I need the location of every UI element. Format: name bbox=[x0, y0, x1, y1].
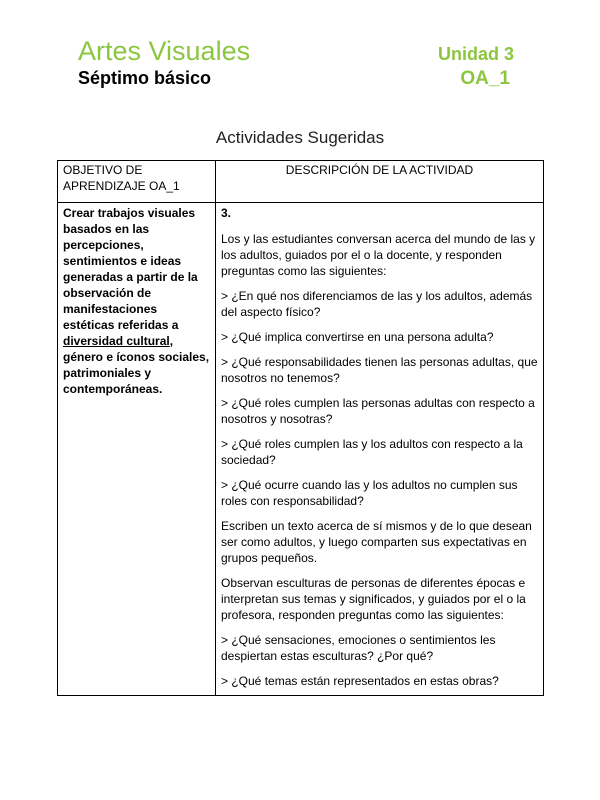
activity-table bbox=[57, 160, 544, 696]
description-paragraph: > ¿Qué ocurre cuando las y los adultos no cumplen sus roles con responsabilidad? bbox=[221, 478, 518, 508]
objective-cell bbox=[58, 203, 216, 696]
activity-number: 3. bbox=[221, 206, 232, 220]
description-paragraph: > ¿Qué roles cumplen las y los adultos con respecto a la sociedad? bbox=[221, 437, 523, 467]
oa-label: OA_1 bbox=[460, 68, 510, 89]
description-paragraph: > ¿Qué sensaciones, emociones o sentimientos les despiertan estas esculturas? ¿Por qué? bbox=[221, 633, 496, 663]
description-paragraph: Escriben un texto acerca de sí mismos y de lo que desean ser como adultos, y luego comparten sus expectativas en grupos pequeños. bbox=[221, 519, 532, 565]
header-bottom-row bbox=[78, 67, 518, 90]
description-paragraph: > ¿Qué temas están representados en estas obras? bbox=[221, 674, 499, 688]
page-header bbox=[78, 36, 518, 90]
description-column-header: DESCRIPCIÓN DE LA ACTIVIDAD bbox=[216, 161, 544, 203]
description-paragraph: Los y las estudiantes conversan acerca del mundo de las y los adultos, guiados por el o la docente, y responden preguntas como las siguientes: bbox=[221, 232, 536, 278]
table-row bbox=[58, 203, 544, 696]
objective-text: Crear trabajos visuales basados en las percepciones, sentimientos e ideas generadas a partir de la observación de manifestaciones estéticas referidas a bbox=[63, 206, 198, 332]
grade-label: Séptimo básico bbox=[78, 68, 212, 88]
table-header-row bbox=[58, 161, 544, 203]
description-paragraph: > ¿Qué roles cumplen las personas adultas con respecto a nosotros y nosotras? bbox=[221, 396, 535, 426]
description-paragraph: Observan esculturas de personas de diferentes épocas e interpretan sus temas y significados, y guiados por el o la profesora, responden preguntas como las siguientes: bbox=[221, 576, 526, 622]
unit-label: Unidad 3 bbox=[437, 44, 514, 64]
objective-underlined-text: diversidad cultural bbox=[63, 334, 170, 348]
description-paragraph: > ¿Qué responsabilidades tienen las personas adultas, que nosotros no tenemos? bbox=[221, 355, 538, 385]
description-paragraph: > ¿Qué implica convertirse en una persona adulta? bbox=[221, 330, 494, 344]
description-cell bbox=[216, 203, 544, 696]
header-top-row bbox=[78, 36, 518, 67]
objective-column-header: OBJETIVO DE APRENDIZAJE OA_1 bbox=[58, 161, 216, 203]
objective-text-end: , género e íconos sociales, patrimoniales y contemporáneas. bbox=[63, 334, 210, 396]
section-title: Actividades Sugeridas bbox=[215, 128, 385, 147]
description-paragraph: > ¿En qué nos diferenciamos de las y los adultos, además del aspecto físico? bbox=[221, 289, 533, 319]
subject-title: Artes Visuales bbox=[78, 36, 251, 66]
